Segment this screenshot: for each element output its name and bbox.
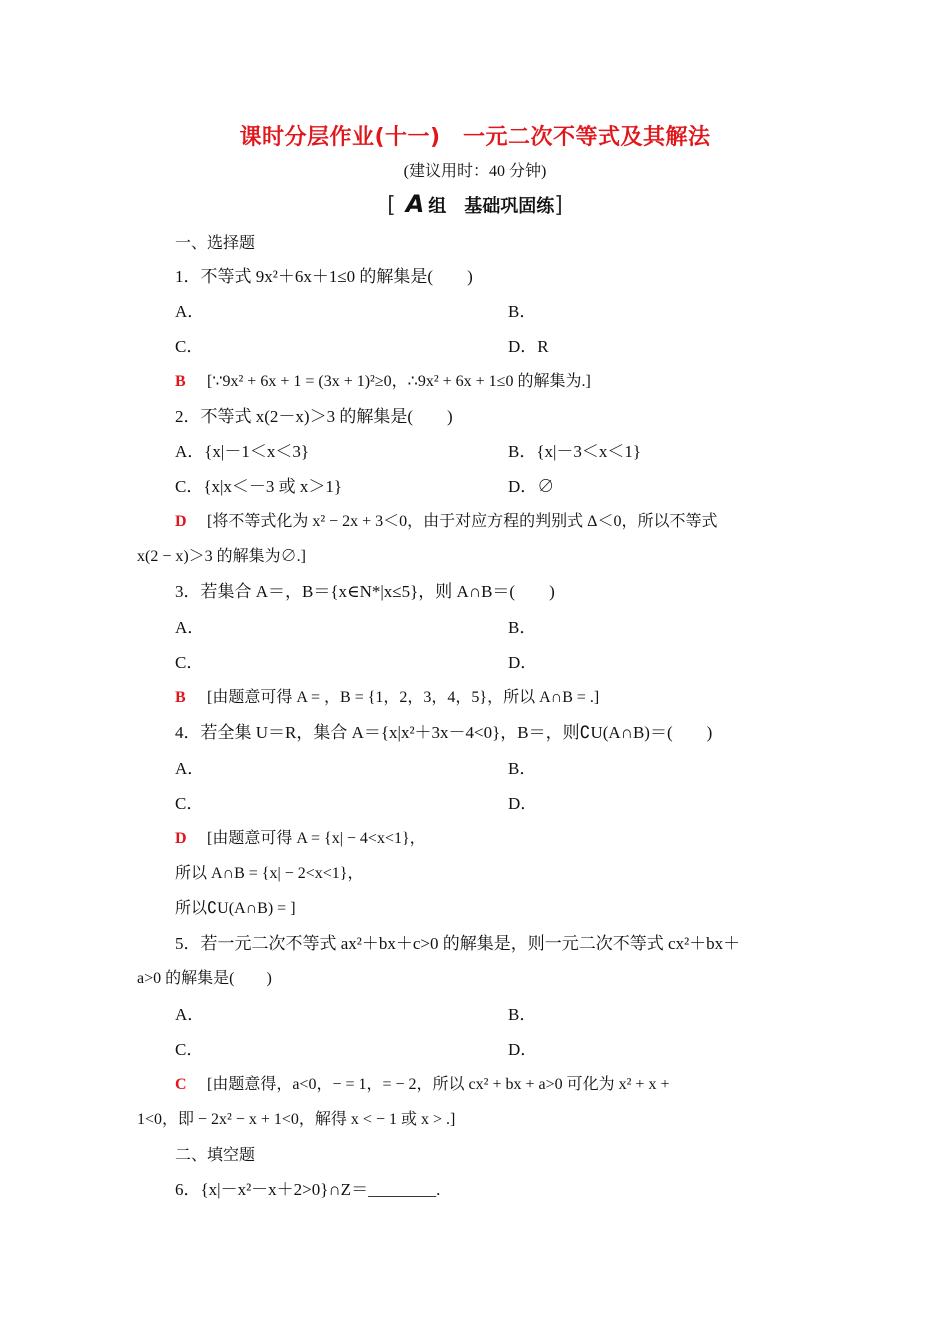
answer-explanation: [将不等式化为 x² − 2x + 3＜0，由于对应方程的判别式 Δ＜0，所以不等式 — [207, 513, 718, 530]
question-5-option-b: B． — [508, 1005, 537, 1024]
question-1-option-c: C． — [175, 337, 204, 356]
question-5-stem: 5．若一元二次不等式 ax²＋bx＋c>0 的解集是，则一元二次不等式 cx²＋bx＋ — [175, 934, 741, 953]
answer-key: B — [175, 689, 186, 706]
question-3-answer — [175, 687, 599, 709]
question-1-option-b: B． — [508, 302, 537, 321]
question-1-stem: 1．不等式 9x²＋6x＋1≤0 的解集是( ) — [175, 267, 473, 286]
section-heading-choice: 一、选择题 — [175, 233, 256, 252]
question-4-option-a: A． — [175, 759, 205, 778]
question-6-stem: 6．{x|－x²－x＋2>0}∩Z＝________. — [175, 1180, 441, 1199]
answer-explanation: [由题意可得 A = {x| − 4<x<1}， — [207, 830, 426, 847]
question-4-answer-line-3: 所以∁U(A∩B) = ] — [175, 900, 296, 917]
question-2-option-a: A．{x|－1＜x＜3} — [175, 442, 309, 461]
question-2-answer — [175, 511, 717, 533]
group-letter: A — [405, 190, 425, 218]
page-title: 课时分层作业(十一) 一元二次不等式及其解法 — [239, 125, 711, 150]
question-2-option-b: B．{x|－3＜x＜1} — [508, 442, 642, 461]
group-bracket-open: [ — [387, 193, 396, 218]
question-1-option-d: D．R — [508, 337, 549, 356]
question-3-option-d: D． — [508, 653, 538, 672]
question-4-option-d: D． — [508, 794, 538, 813]
question-2-option-d: D．∅ — [508, 477, 555, 496]
group-bracket-close: ] — [554, 193, 563, 218]
question-5-stem-continued: a>0 的解集是( ) — [137, 970, 272, 987]
section-heading-fill: 二、填空题 — [175, 1145, 256, 1164]
question-5-option-a: A． — [175, 1005, 205, 1024]
group-label: 组 基础巩固练 — [428, 196, 555, 217]
question-4-answer — [175, 828, 426, 850]
question-2-option-c: C．{x|x＜－3 或 x＞1} — [175, 477, 343, 496]
question-3-option-b: B． — [508, 618, 537, 637]
question-4-stem: 4．若全集 U＝R，集合 A＝{x|x²＋3x－4<0}，B＝，则∁U(A∩B)＝( ) — [175, 723, 713, 742]
answer-key: D — [175, 513, 187, 530]
question-4-option-c: C． — [175, 794, 204, 813]
question-3-stem: 3．若集合 A＝，B＝{x∈N*|x≤5}，则 A∩B＝( ) — [175, 582, 555, 601]
question-1-answer — [175, 371, 591, 393]
group-heading — [0, 190, 950, 218]
question-3-option-a: A． — [175, 618, 205, 637]
answer-explanation: [由题意可得 A = ，B = {1，2，3，4，5}，所以 A∩B = .] — [207, 689, 600, 706]
question-5-answer — [175, 1074, 669, 1096]
answer-key: D — [175, 830, 187, 847]
question-1-option-a: A． — [175, 302, 205, 321]
question-5-option-c: C． — [175, 1040, 204, 1059]
suggested-time: (建议用时：40 分钟) — [403, 163, 547, 180]
question-3-option-c: C． — [175, 653, 204, 672]
question-5-option-d: D． — [508, 1040, 538, 1059]
question-5-answer-continued: 1<0，即 − 2x² − x + 1<0，解得 x < − 1 或 x > .] — [137, 1111, 456, 1128]
answer-key: B — [175, 373, 186, 390]
question-4-answer-line-2: 所以 A∩B = {x| − 2<x<1}， — [175, 865, 364, 882]
answer-key: C — [175, 1076, 187, 1093]
answer-explanation: [由题意得，a<0，− = 1，= − 2，所以 cx² + bx + a>0 可化为 x² + x + — [207, 1076, 670, 1093]
answer-explanation: [∵9x² + 6x + 1 = (3x + 1)²≥0，∴9x² + 6x + 1≤0 的解集为.] — [207, 373, 591, 390]
question-2-stem: 2．不等式 x(2－x)＞3 的解集是( ) — [175, 407, 453, 426]
question-2-answer-continued: x(2 − x)＞3 的解集为∅.] — [137, 548, 307, 565]
question-4-option-b: B． — [508, 759, 537, 778]
